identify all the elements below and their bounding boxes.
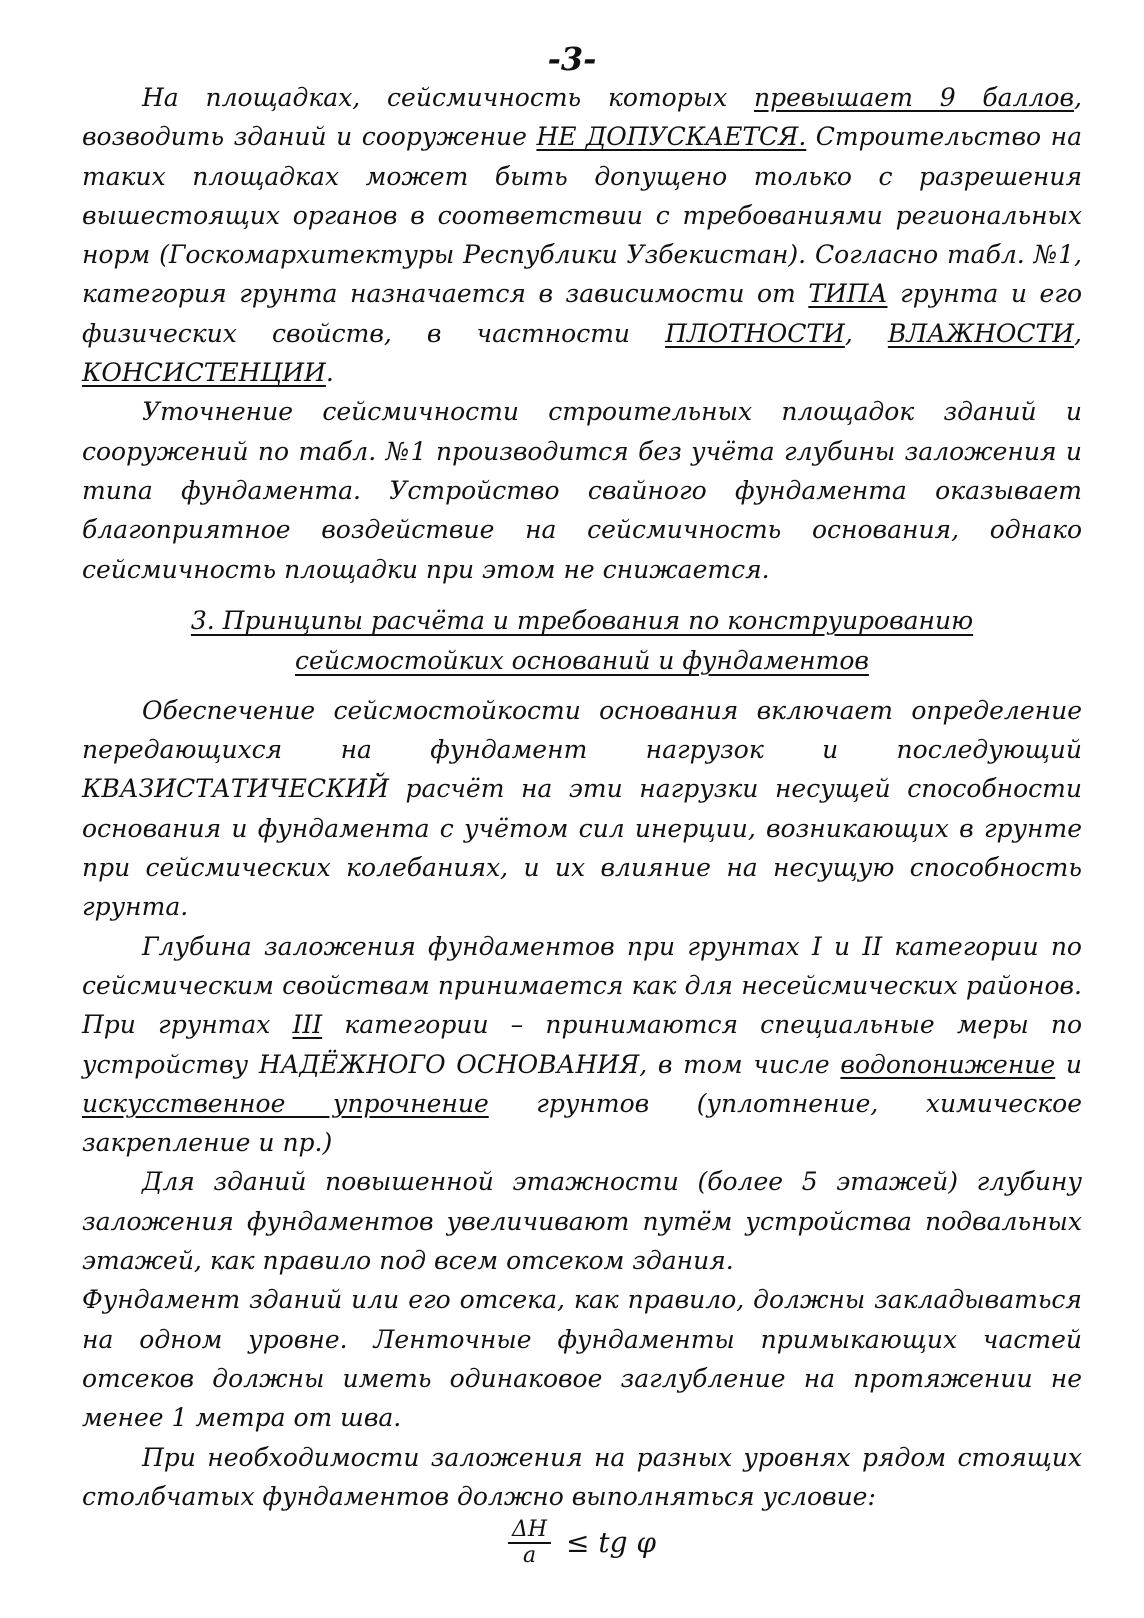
text-segment: и: [1055, 1049, 1082, 1079]
text-segment: категории – принимаются специальные меры по устройству НАДЁЖНОГО ОСНОВАНИЯ, в том числе: [82, 1010, 1083, 1079]
paragraph-site-seismicity: [82, 78, 1082, 392]
text-segment: На площадках, сейсмичность которых: [142, 83, 754, 112]
text-segment: , возводить зданий и сооружение: [82, 83, 1082, 152]
underlined-text: ПЛОТНОСТИ: [665, 318, 845, 348]
underlined-text: водопонижение: [840, 1049, 1056, 1079]
text-segment: Строительство на таких площадках может быть допущено только с разрешения вышестоящих органов в соответствии с требованиями региональных норм (Госкомархитектуры Республики Узбекистан). Согласно табл. №1, категория грунта назначается в зависимости от: [82, 122, 1082, 309]
underlined-text: КОНСИСТЕНЦИИ: [82, 358, 326, 388]
text-segment: грунтов (уплотнение, химическое закрепление и пр.): [82, 1088, 1082, 1158]
paragraph-seismicity-refinement: Уточнение сейсмичности строительных площадок зданий и сооружений по табл. №1 производится без учёта глубины заложения и типа фундамента. Устройство свайного фундамента оказывает благоприятное воздействие на сейсмичность основания, однако сейсмичность площадки при этом не снижается.: [82, 397, 1082, 584]
text-segment: ,: [1074, 318, 1082, 348]
formula-right-side: ≤ tg φ: [565, 1526, 657, 1560]
paragraph-different-levels: При необходимости заложения на разных уровнях рядом стоящих столбчатых фундаментов должно выполняться условие:: [82, 1442, 1082, 1511]
underlined-text: превышает 9 баллов: [754, 83, 1075, 112]
formula-denominator: a: [522, 1543, 537, 1569]
formula: [82, 1518, 1082, 1568]
text-segment: .: [325, 358, 334, 388]
section-heading-line-1: 3. Принципы расчёта и требования по конструированию: [190, 605, 974, 635]
paragraph-foundation-depth: [82, 927, 1082, 1163]
text-segment: ,: [844, 318, 888, 348]
text-segment: грунта и его физических свойств, в частности: [82, 279, 1082, 348]
paragraph-quasistatic-calculation: Обеспечение сейсмостойкости основания включает определение передающихся на фундамент нагрузок и последующий КВАЗИСТАТИЧЕСКИЙ расчёт на эти нагрузки несущей способности основания и фундамента с учётом сил инерции, возникающих в грунте при сейсмических колебаниях, и их влияние на несущую способность грунта.: [82, 695, 1082, 922]
underlined-text: ВЛАЖНОСТИ: [887, 318, 1075, 348]
section-heading: [82, 601, 1082, 681]
section-heading-line-2: сейсмостойких оснований и фундаментов: [295, 645, 869, 675]
paragraph-foundation-level: Фундамент зданий или его отсека, как правило, должны закладываться на одном уровне. Ленточные фундаменты примыкающих частей отсеков должны иметь одинаковое заглубление на протяжении не менее 1 метра от шва.: [82, 1285, 1082, 1433]
page-content: [82, 78, 1082, 1568]
underlined-text: III: [292, 1010, 323, 1040]
page-number: -3-: [547, 40, 597, 78]
formula-numerator: ΔH: [508, 1518, 551, 1544]
paragraph-high-rise-buildings: Для зданий повышенной этажности (более 5 этажей) глубину заложения фундаментов увеличивают путём устройства подвальных этажей, как правило под всем отсеком здания.: [82, 1167, 1082, 1276]
underlined-text: НЕ ДОПУСКАЕТСЯ.: [536, 122, 807, 152]
underlined-text: искусственное упрочнение: [82, 1088, 489, 1118]
text-segment: Глубина заложения фундаментов при грунтах I и II категории по сейсмическим свойствам принимается как для несейсмических районов. При грунтах: [82, 931, 1082, 1040]
formula-fraction: [508, 1518, 551, 1568]
underlined-text: ТИПА: [808, 279, 888, 309]
